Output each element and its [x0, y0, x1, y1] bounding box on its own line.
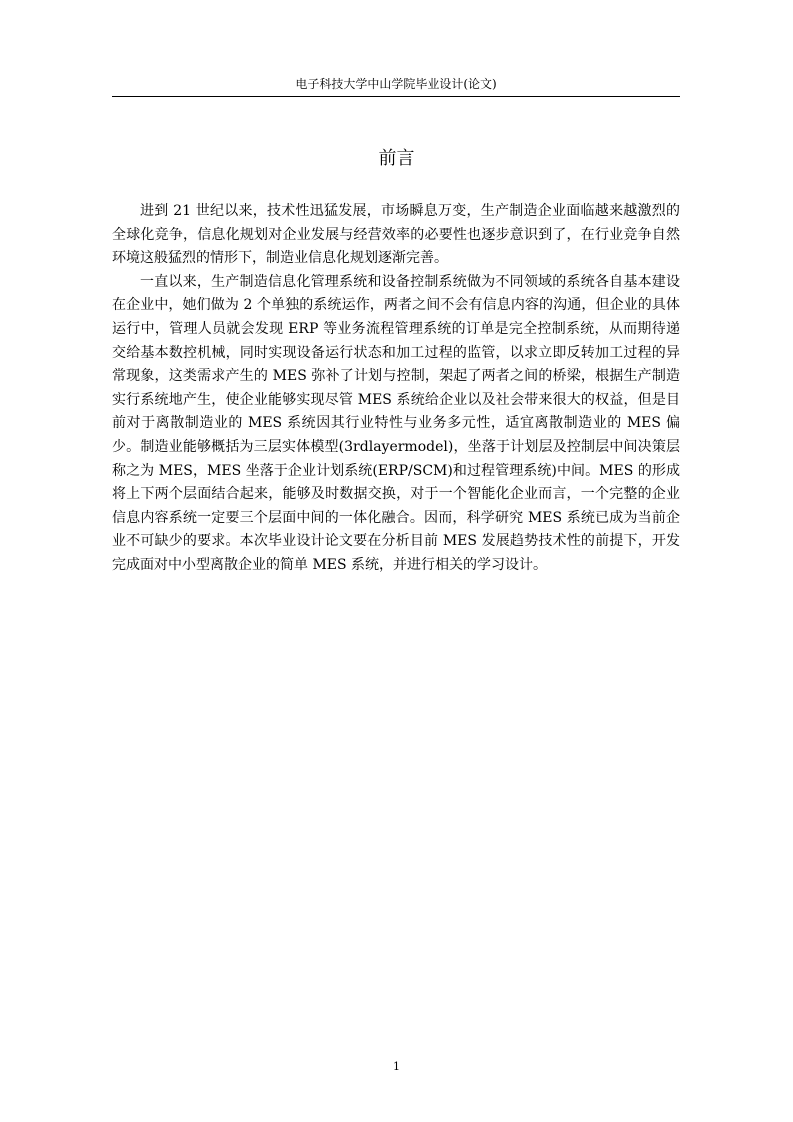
paragraph-1: 进到 21 世纪以来，技术性迅猛发展，市场瞬息万变，生产制造企业面临越来越激烈的全球化竞争，信息化规划对企业发展与经营效率的必要性也逐步意识到了，在行业竞争自然环境这般猛烈的情形下，制造业信息化规划逐渐完善。 [112, 203, 680, 267]
page-header: 电子科技大学中山学院毕业设计(论文) [112, 74, 680, 97]
page-number: 1 [393, 1060, 400, 1073]
paragraph-2: 一直以来，生产制造信息化管理系统和设备控制系统做为不同领域的系统各自基本建设在企业中，她们做为 2 个单独的系统运作，两者之间不会有信息内容的沟通，但企业的具体运行中，管理人员就会发现 ERP 等业务流程管理系统的订单是完全控制系统，从而期待递交给基本数控机械，同时实现设备运行状态和加工过程的监管，以求立即反转加工过程的异常现象，这类需求产生的 MES 弥补了计划与控制，架起了两者之间的桥梁，根据生产制造实行系统地产生，使企业能够实现尽管 MES 系统给企业以及社会带来很大的权益，但是目前对于离散制造业的 MES 系统因其行业特性与业务多元性，适宜离散制造业的 MES 偏少。制造业能够概括为三层实体模型(3rdlayermodel)，坐落于计划层及控制层中间决策层称之为 MES，MES 坐落于企业计划系统(ERP/SCM)和过程管理系统)中间。MES 的形成将上下两个层面结合起来，能够及时数据交换，对于一个智能化企业而言，一个完整的企业信息内容系统一定要三个层面中间的一体化融合。因而，科学研究 MES 系统已成为当前企业不可缺少的要求。本次毕业设计论文要在分析目前 MES 发展趋势技术性的前提下，开发完成面对中小型离散企业的简单 MES 系统，并进行相关的学习设计。 [112, 273, 680, 573]
section-title: 前言 [378, 148, 415, 169]
body-text [112, 200, 680, 578]
